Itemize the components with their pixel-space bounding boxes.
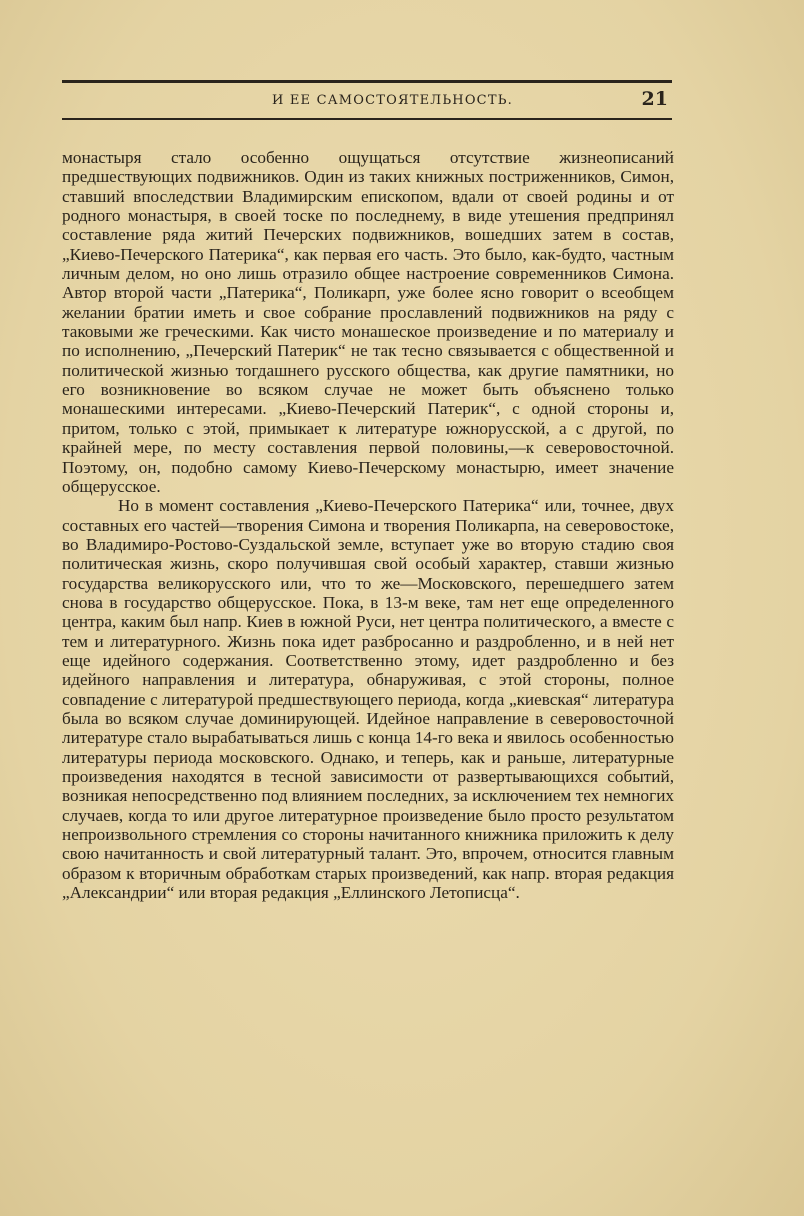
paragraph: Но в момент составления „Киево-Печерского Патерика“ или, точнее, двух составных его частей—творения Симона и творения Поликарпа, на северовостоке, во Владимиро-Ростово-Суздальской земле, вступает уже во вторую стадию своя политическая жизнь, скоро получившая свой особый характер, ставши жизнью государства великорусского или, что то же—Московского, перешедшего затем снова в государство общерусское. Пока, в 13-м веке, там нет еще определенного центра, каким был напр. Киев в южной Руси, нет центра политического, а вместе с тем и литературного. Жизнь пока идет разбросанно и раздробленно, и в ней нет еще идейного содержания. Соответственно этому, идет раздробленно и без идейного направления и литература, обнаруживая, с этой стороны, полное совпадение с литературой предшествующего периода, когда „киевская“ литература была во всяком случае доминирующей. Идейное направление в северовосточной литературе стало вырабатываться лишь с конца 14-го века и явилось особенностью литературы периода московского. Однако, и теперь, как и раньше, литературные произведения находятся в тесной зависимости от развертывающихся событий, возникая непосредственно под влиянием последних, за исключением тех немногих случаев, когда то или другое литературное произведение было просто результатом непроизвольного стремления со стороны начитанного книжника приложить к делу свою начитанность и свой литературный талант. Это, впрочем, относится главным образом к вторичным обработкам старых произведений, как напр. вторая редакция „Александрии“ или вторая редакция „Еллинского Летописца“. [62, 496, 674, 903]
paragraph: монастыря стало особенно ощущаться отсутствие жизнеописаний предшествующих подвижников. Один из таких книжных постриженников, Симон, ставший впоследствии Владимирским епископом, вдали от своей родины и от родного монастыря, в своей тоске по последнему, в виде утешения предпринял составление ряда житий Печерских подвижников, вошедших затем в состав, „Киево-Печерского Патерика“, как первая его часть. Это было, как-будто, частным личным делом, но оно лишь отразило общее настроение современников Симона. Автор второй части „Патерика“, Поликарп, уже более ясно говорит о всеобщем желании братии иметь и свое собрание прославлений подвижников на ряду с таковыми же греческими. Как чисто монашеское произведение и по материалу и по исполнению, „Печерский Патерик“ не так тесно связывается с общественной и политической жизнью тогдашнего русского общества, как другие памятники, но его возникновение во всяком случае не может быть объяснено только монашескими интересами. „Киево-Печерский Патерик“, с одной стороны и, притом, только с этой, примыкает к литературе южнорусской, а с другой, по крайней мере, по месту составления первой половины,—к северовосточной. Поэтому, он, подобно самому Киево-Печерскому монастырю, имеет значение общерусское. [62, 148, 674, 496]
running-title: И ЕЕ САМОСТОЯТЕЛЬНОСТЬ. [272, 93, 513, 108]
body-text [62, 148, 674, 902]
page-number: 21 [641, 88, 668, 110]
running-head [62, 88, 672, 114]
header-rule-top [62, 80, 672, 83]
header-rule-bottom [62, 118, 672, 120]
